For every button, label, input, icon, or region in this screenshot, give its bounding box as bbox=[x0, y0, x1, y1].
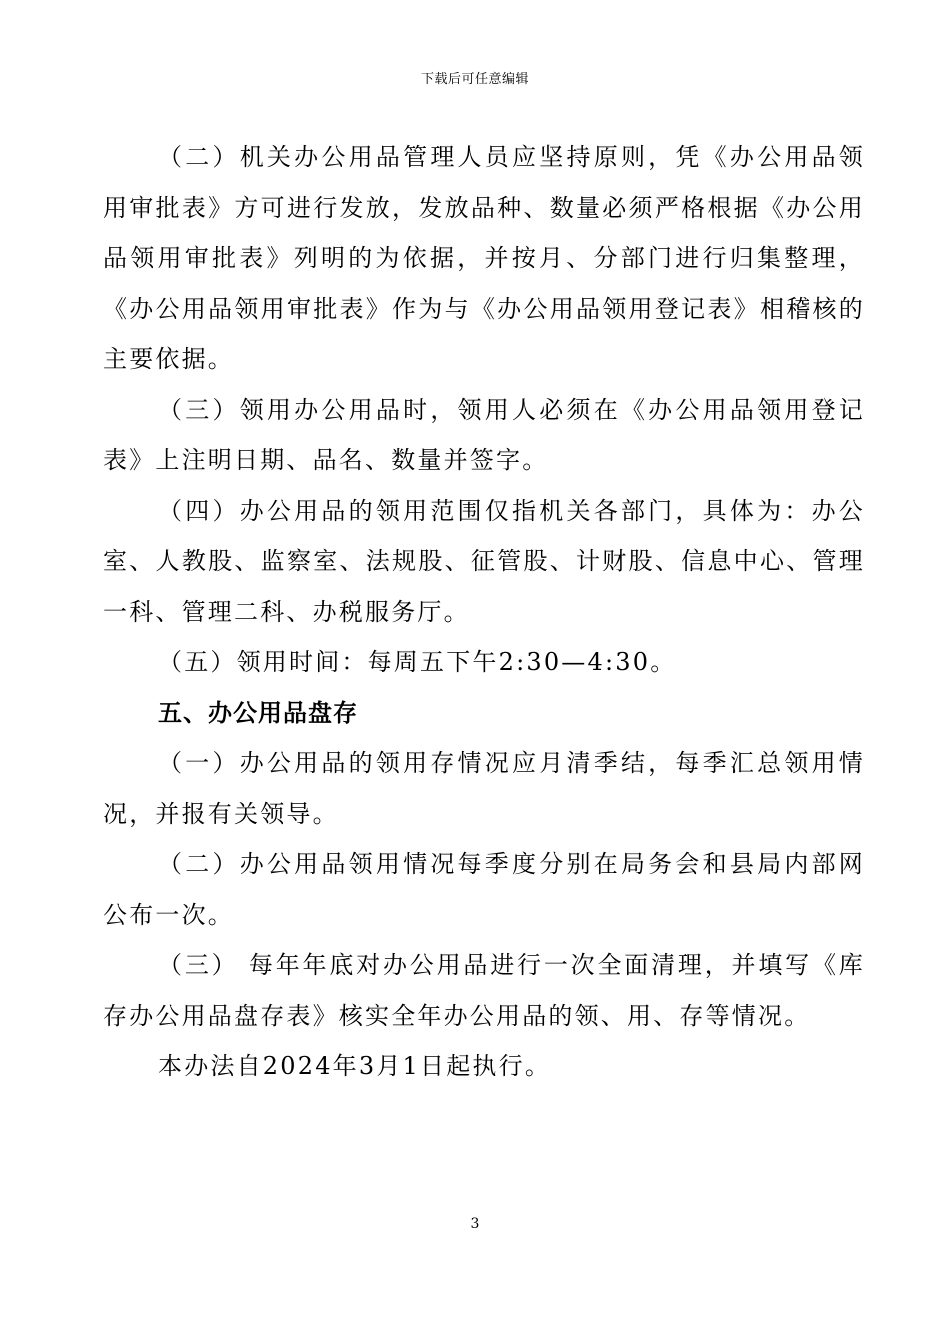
paragraph-quarterly-summary: （一）办公用品的领用存情况应月清季结，每季汇总领用情况，并报有关领导。 bbox=[103, 749, 865, 828]
paragraph-registration: （三）领用办公用品时，领用人必须在《办公用品领用登记表》上注明日期、品名、数量并签字。 bbox=[103, 395, 865, 474]
paragraph-time: （五）领用时间：每周五下午2:30—4:30。 bbox=[158, 648, 677, 676]
paragraph-approval-form: （二）机关办公用品管理人员应坚持原则，凭《办公用品领用审批表》方可进行发放，发放品种、数量必须严格根据《办公用品领用审批表》列明的为依据，并按月、分部门进行归集整理，《办公用品领用审批表》作为与《办公用品领用登记表》相稽核的主要依据。 bbox=[103, 143, 865, 373]
page-header: 下载后可任意编辑 bbox=[420, 72, 529, 87]
paragraph-effective-date: 本办法自2024年3月1日起执行。 bbox=[158, 1052, 552, 1080]
paragraph-year-end-inventory: （三） 每年年底对办公用品进行一次全面清理，并填写《库存办公用品盘存表》核实全年办公用品的领、用、存等情况。 bbox=[103, 951, 865, 1030]
document-body bbox=[103, 132, 865, 1092]
section-heading-inventory: 五、办公用品盘存 bbox=[158, 698, 358, 727]
paragraph-publication: （二）办公用品领用情况每季度分别在局务会和县局内部网公布一次。 bbox=[103, 850, 865, 929]
paragraph-scope: （四）办公用品的领用范围仅指机关各部门，具体为：办公室、人教股、监察室、法规股、征管股、计财股、信息中心、管理一科、管理二科、办税服务厅。 bbox=[103, 496, 865, 626]
page-number: 3 bbox=[470, 1216, 480, 1232]
